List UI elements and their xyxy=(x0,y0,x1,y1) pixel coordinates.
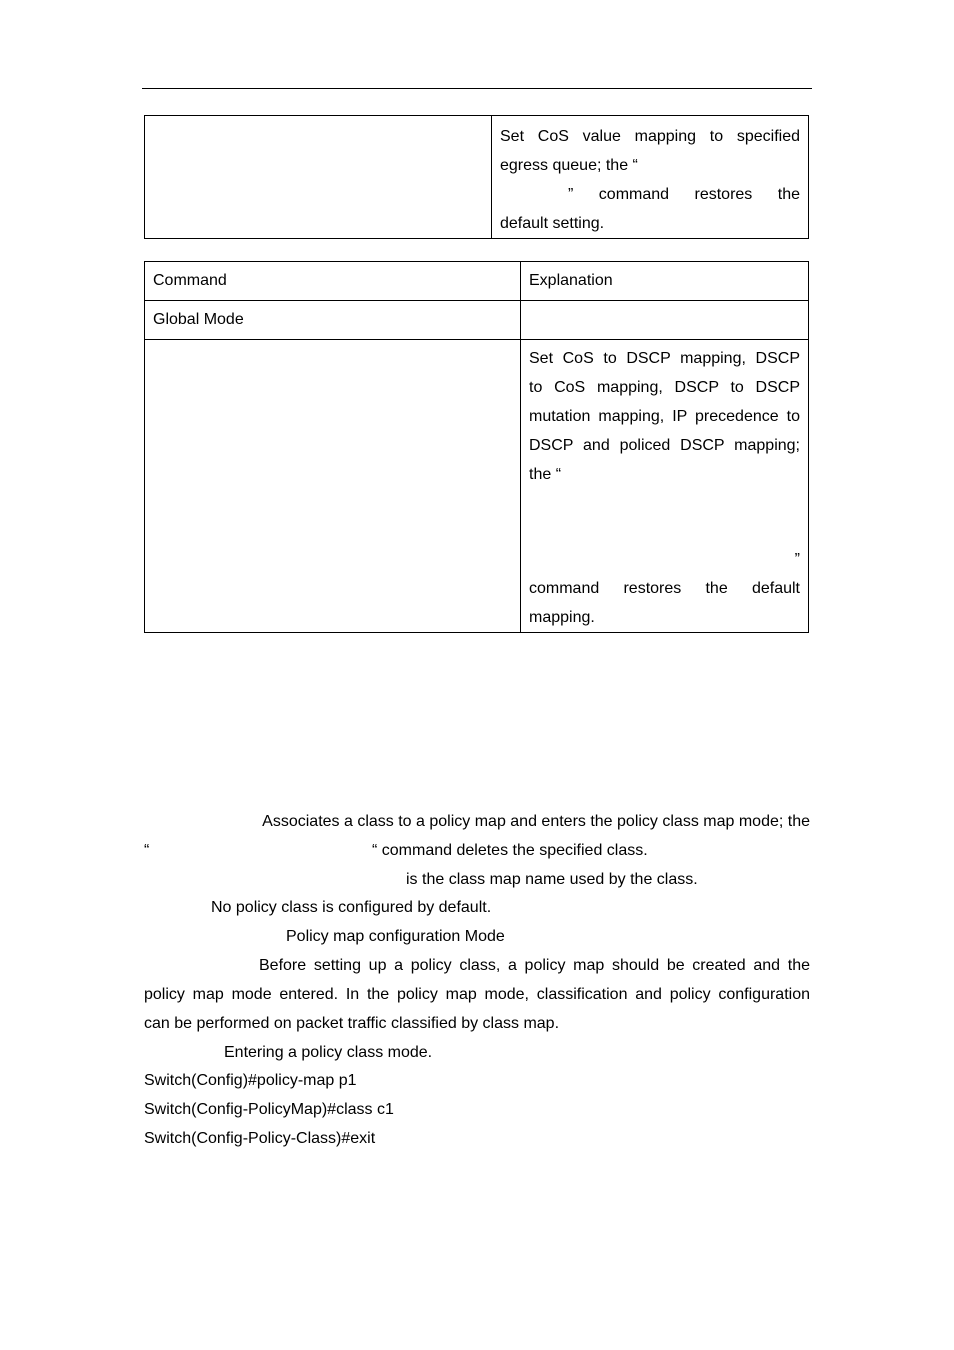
header-command: Command xyxy=(145,262,521,301)
explanation-line: DSCP and policed DSCP mapping; xyxy=(529,437,800,454)
explanation-line: command restores the default xyxy=(529,580,800,597)
explanation-line: default setting. xyxy=(500,215,605,232)
explanation-cell xyxy=(492,116,809,239)
command-cell xyxy=(145,340,521,633)
mode-explanation-cell xyxy=(521,301,809,340)
code-line: Switch(Config-PolicyMap)#class c1 xyxy=(144,1101,394,1118)
default-text: No policy class is configured by default. xyxy=(211,899,492,916)
code-line: Switch(Config-Policy-Class)#exit xyxy=(144,1130,376,1147)
explanation-line: egress queue; the “ xyxy=(500,157,638,174)
explanation-line: Set CoS value mapping to specified xyxy=(500,128,800,145)
header-explanation: Explanation xyxy=(521,262,809,301)
function-text-cont: “ “ command deletes the specified class. xyxy=(144,842,648,859)
explanation-line: ” command restores the xyxy=(568,186,800,203)
explanation-line: the “ xyxy=(529,466,562,483)
parameter-text: is the class map name used by the class. xyxy=(406,871,698,888)
mode-text: Policy map configuration Mode xyxy=(286,928,505,945)
command-cell xyxy=(145,116,492,239)
cos-queue-table xyxy=(144,115,809,239)
explanation-cell xyxy=(521,340,809,633)
explanation-line: ” xyxy=(794,551,800,568)
usage-text-cont: can be performed on packet traffic classified by class map. xyxy=(144,1015,560,1032)
explanation-line: mutation mapping, IP precedence to xyxy=(529,408,800,425)
usage-text: Before setting up a policy class, a policy map should be created and the xyxy=(259,957,810,974)
example-text: Entering a policy class mode. xyxy=(224,1044,433,1061)
explanation-line: Set CoS to DSCP mapping, DSCP xyxy=(529,350,800,367)
mode-cell: Global Mode xyxy=(145,301,521,340)
usage-text-cont: policy map mode entered. In the policy map mode, classification and policy configuration xyxy=(144,986,810,1003)
function-text: Associates a class to a policy map and enters the policy class map mode; the xyxy=(262,813,810,830)
code-line: Switch(Config)#policy-map p1 xyxy=(144,1072,357,1089)
explanation-line: to CoS mapping, DSCP to DSCP xyxy=(529,379,800,396)
dscp-mapping-table xyxy=(144,261,809,633)
header-rule xyxy=(142,88,812,89)
explanation-line: mapping. xyxy=(529,609,595,626)
